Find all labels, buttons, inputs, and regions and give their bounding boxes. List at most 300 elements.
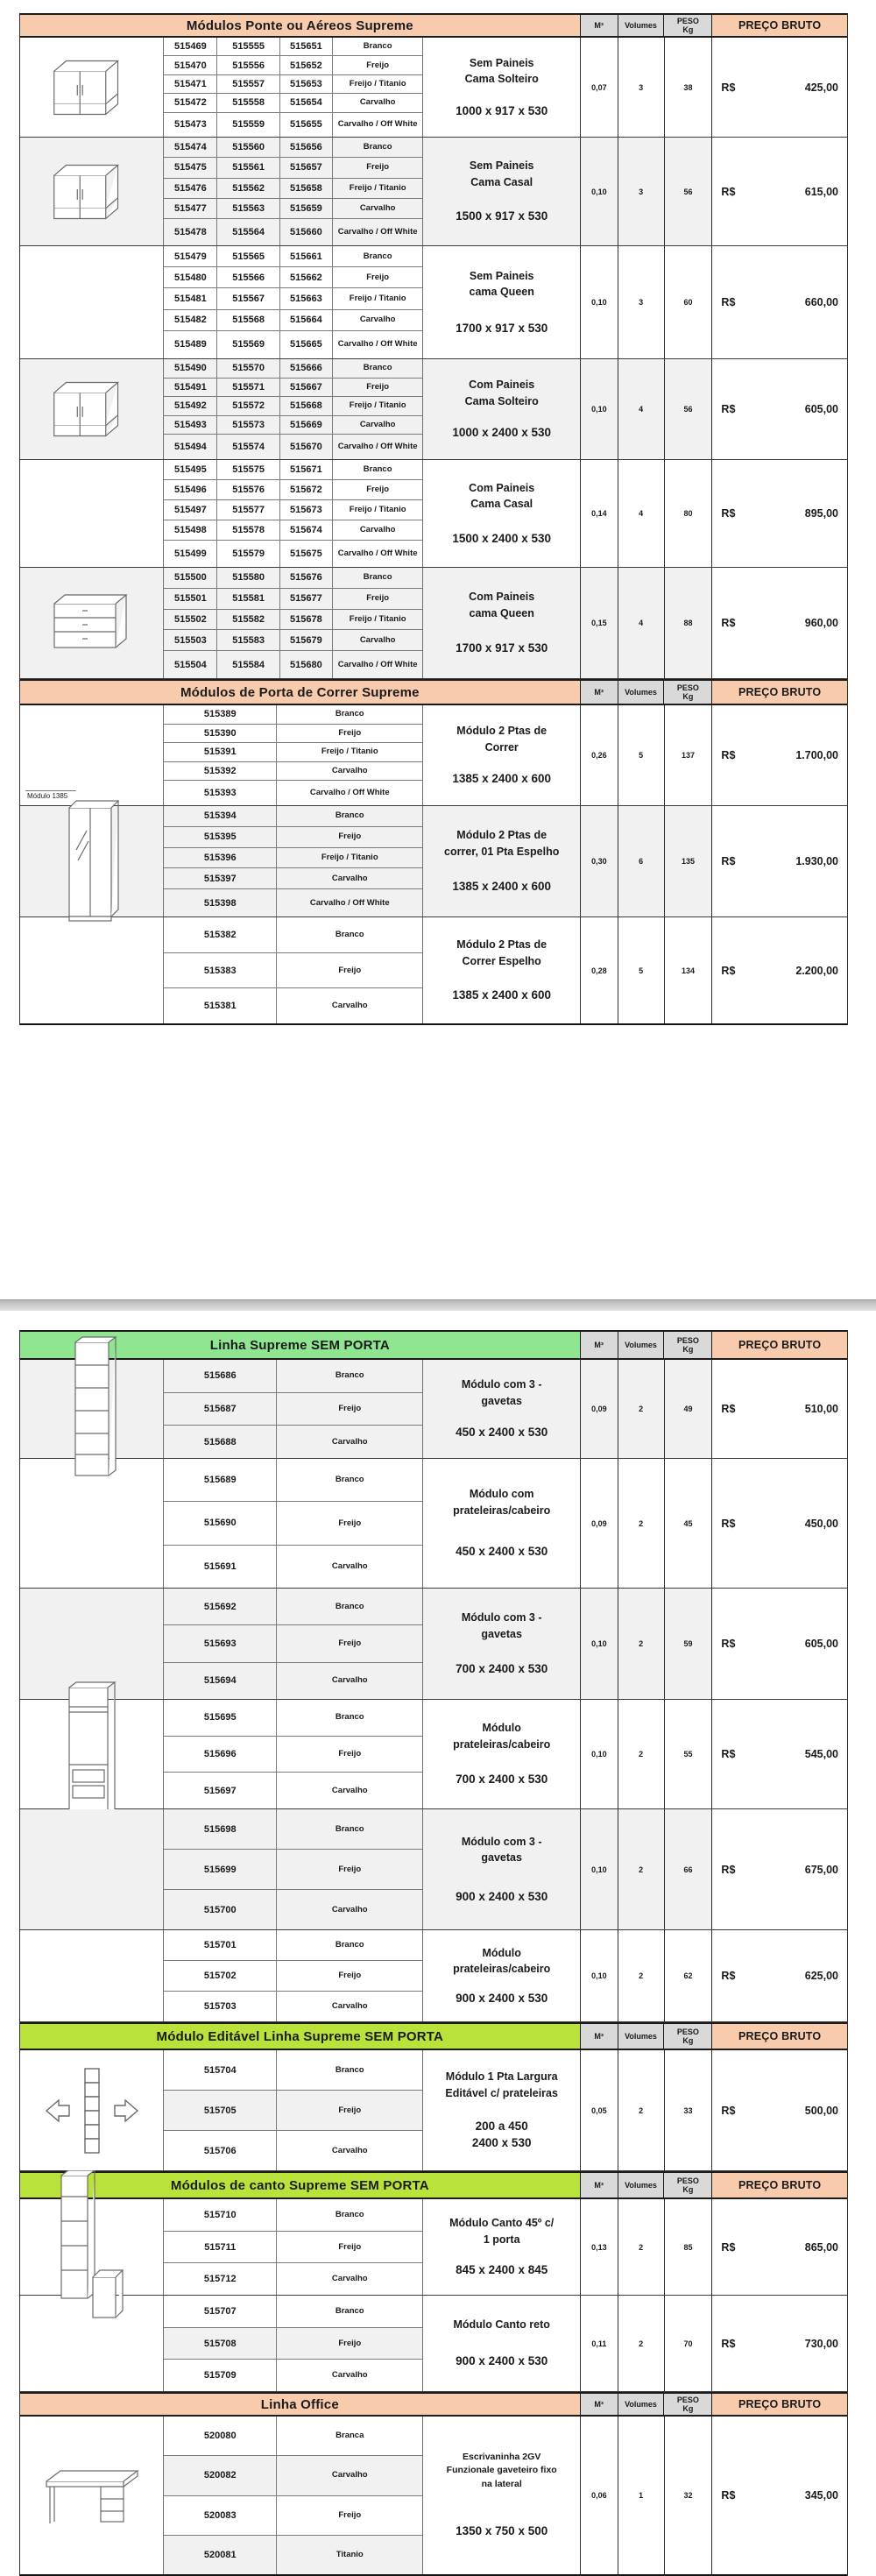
table-row <box>164 827 422 848</box>
peso-cell: 88 <box>664 568 712 678</box>
dimensions <box>456 2262 548 2279</box>
volumes-cell: 2 <box>618 1360 664 1458</box>
price-cell <box>711 2417 847 2574</box>
code-cell: 515564 <box>216 219 279 245</box>
currency-label: R$ <box>721 1748 736 1760</box>
code-cell: 515476 <box>164 179 216 198</box>
description-cell <box>422 806 579 916</box>
color-cell: Freijo / Titanio <box>332 179 423 198</box>
m3-cell: 0,30 <box>580 806 618 916</box>
price-cell <box>711 705 847 805</box>
code-cell: 515656 <box>279 138 332 157</box>
color-cell: Carvalho <box>276 1546 422 1588</box>
code-cell: 515573 <box>216 416 279 435</box>
description-line: 1 porta <box>483 2233 520 2246</box>
column-header-volumes: Volumes <box>618 2024 664 2049</box>
code-cell: 515688 <box>164 1426 276 1458</box>
table-row <box>164 1930 422 1961</box>
codes-block <box>163 806 422 916</box>
code-cell: 515568 <box>216 310 279 330</box>
code-cell: 515674 <box>279 520 332 540</box>
volumes-cell: 5 <box>618 917 664 1023</box>
description-cell <box>422 138 579 245</box>
description-lines <box>465 377 539 410</box>
description-lines <box>445 2069 558 2102</box>
price-value: 345,00 <box>804 2489 838 2502</box>
color-cell: Freijo <box>276 1502 422 1544</box>
volumes-cell: 4 <box>618 359 664 459</box>
code-cell: 520081 <box>164 2536 276 2574</box>
table-row <box>164 359 422 379</box>
code-cell: 515710 <box>203 2209 237 2220</box>
dimensions <box>456 640 548 657</box>
description-cell <box>422 917 579 1023</box>
table-row <box>164 2091 422 2131</box>
table-row <box>164 705 422 725</box>
volumes-cell: 2 <box>618 1809 664 1929</box>
column-header-m3: M³ <box>580 1332 618 1358</box>
color-cell: Carvalho <box>276 868 422 888</box>
description-line: Com Paineis <box>469 481 535 494</box>
code-cell: 515563 <box>216 199 279 218</box>
code-cell: 515398 <box>164 889 276 916</box>
color-cell: Carvalho / Off White <box>332 651 423 678</box>
code-cell: 515474 <box>164 138 216 157</box>
dimensions <box>456 1991 548 2007</box>
peso-cell: 45 <box>664 1459 712 1588</box>
peso-line2: Kg <box>682 2404 694 2413</box>
code-cell: 515574 <box>216 435 279 459</box>
code-cell: 515381 <box>203 1001 237 1012</box>
price-table <box>19 1330 848 2576</box>
dimensions <box>456 1544 548 1560</box>
code-cell: 515664 <box>279 310 332 330</box>
table-row <box>164 435 422 459</box>
description-lines <box>447 2451 557 2491</box>
code-cell: 515658 <box>279 179 332 198</box>
code-cell: 515562 <box>216 179 279 198</box>
peso-cell: 70 <box>664 2296 712 2391</box>
dimension-line: 1385 x 2400 x 600 <box>452 987 551 1001</box>
section-title: Módulos Ponte ou Aéreos Supreme <box>20 15 580 36</box>
color-cell: Carvalho / Off White <box>276 781 422 805</box>
peso-cell: 33 <box>664 2050 712 2170</box>
code-cell: 515473 <box>174 119 207 131</box>
description-lines <box>469 480 534 513</box>
color-cell: Carvalho / Off White <box>276 889 422 916</box>
code-cell: 515490 <box>164 359 216 378</box>
description-line: Módulo com 3 - <box>461 1378 542 1391</box>
dimensions <box>456 1661 548 1678</box>
table-row <box>164 1850 422 1890</box>
dimensions <box>452 879 551 895</box>
code-cell: 515697 <box>203 1785 237 1796</box>
color-cell: Carvalho <box>276 762 422 781</box>
code-cell: 515582 <box>216 610 279 630</box>
description-line: Com Paineis <box>469 590 535 603</box>
code-cell: 515469 <box>174 41 207 53</box>
code-cell: 515581 <box>216 589 279 609</box>
price-value: 605,00 <box>804 403 838 415</box>
code-cell: 515561 <box>216 158 279 177</box>
furniture-sketch-tallwd-icon <box>57 1681 127 1828</box>
table-row <box>164 179 422 199</box>
product-group <box>20 2050 847 2171</box>
color-cell: Branco <box>276 917 422 952</box>
color-cell: Freijo <box>332 158 423 177</box>
dimension-line: 2400 x 530 <box>471 2135 532 2149</box>
description-lines <box>453 1720 550 1753</box>
dimension-line: 1500 x 917 x 530 <box>456 209 548 223</box>
section-title: Linha Supreme SEM PORTA <box>20 1332 580 1358</box>
code-cell: 515702 <box>203 1971 237 1981</box>
color-cell: Freijo / Titanio <box>276 848 422 868</box>
description-lines <box>469 589 534 622</box>
code-cell: 515491 <box>164 379 216 397</box>
table-row <box>164 1809 422 1850</box>
color-cell: Branco <box>276 2050 422 2090</box>
color-cell: Freijo <box>276 2328 422 2360</box>
code-cell: 515489 <box>174 339 207 350</box>
description-lines <box>456 723 547 756</box>
currency-label: R$ <box>721 1970 736 1982</box>
code-cell: 515680 <box>279 651 332 678</box>
code-cell: 515668 <box>279 397 332 415</box>
price-cell <box>711 1459 847 1588</box>
color-cell: Branco <box>332 568 423 588</box>
table-row <box>164 288 422 309</box>
color-cell: Carvalho <box>276 1426 422 1458</box>
color-cell: Freijo <box>276 1850 422 1889</box>
description-line: Módulo com <box>469 1487 534 1500</box>
table-row <box>164 781 422 805</box>
code-cell: 515502 <box>164 610 216 630</box>
price-cell <box>711 568 847 678</box>
code-cell: 515704 <box>203 2064 237 2076</box>
m3-cell: 0,11 <box>580 2296 618 2391</box>
dimensions <box>456 321 548 337</box>
codes-block <box>163 2296 422 2391</box>
volumes-cell: 5 <box>618 705 664 805</box>
code-cell: 515393 <box>203 788 237 799</box>
product-group <box>20 38 847 138</box>
price-table <box>19 13 848 1025</box>
code-cell: 515675 <box>279 541 332 567</box>
description-line: Módulo Canto reto <box>453 2318 550 2332</box>
table-row <box>164 1360 422 1393</box>
peso-cell: 55 <box>664 1700 712 1808</box>
furniture-sketch-editarr-icon <box>39 2065 145 2156</box>
color-cell: Branco <box>276 705 422 724</box>
dimensions <box>456 103 548 120</box>
description-line: correr, 01 Pta Espelho <box>444 845 560 858</box>
color-cell: Freijo <box>276 1625 422 1661</box>
code-cell: 515661 <box>279 246 332 266</box>
code-cell: 515578 <box>216 520 279 540</box>
column-header-m3: M³ <box>580 2173 618 2197</box>
description-lines <box>453 1945 550 1978</box>
color-cell: Branco <box>332 246 423 266</box>
table-row <box>164 762 422 782</box>
table-row <box>164 610 422 631</box>
code-cell: 515583 <box>216 630 279 650</box>
product-group <box>20 568 847 679</box>
color-cell: Freijo <box>332 480 423 499</box>
description-line: na lateral <box>481 2478 522 2489</box>
description-lines <box>456 937 547 970</box>
price-value: 625,00 <box>804 1970 838 1982</box>
code-cell: 520083 <box>203 2509 237 2521</box>
description-line: Módulo com 3 - <box>461 1835 542 1848</box>
table-row <box>164 1426 422 1458</box>
code-cell: 515657 <box>279 158 332 177</box>
description-line: gavetas <box>481 1851 522 1865</box>
code-cell: 515556 <box>216 56 279 74</box>
dimension-line: 1700 x 917 x 530 <box>456 641 548 655</box>
currency-label: R$ <box>721 2489 736 2502</box>
price-cell <box>711 1360 847 1458</box>
color-cell: Freijo <box>332 56 423 74</box>
description-cell <box>422 1700 579 1808</box>
dimension-line: 1385 x 2400 x 600 <box>452 880 551 894</box>
column-header-preco: PREÇO BRUTO <box>711 2394 847 2415</box>
table-row <box>164 267 422 288</box>
peso-line2: Kg <box>682 692 694 701</box>
description-line: gavetas <box>481 1627 522 1640</box>
currency-label: R$ <box>721 1403 736 1415</box>
color-cell: Branco <box>276 1360 422 1392</box>
code-cell: 515677 <box>279 589 332 609</box>
column-header-volumes: Volumes <box>618 2173 664 2197</box>
furniture-sketch-aereo-icon <box>40 50 144 125</box>
description-line: Módulo 2 Ptas de <box>456 938 548 952</box>
price-cell <box>711 2050 847 2170</box>
table-row <box>164 113 422 138</box>
table-row <box>164 1459 422 1502</box>
furniture-image-cell <box>20 2199 163 2295</box>
code-cell: 515669 <box>279 416 332 435</box>
table-row <box>164 158 422 178</box>
description-cell <box>422 2417 579 2574</box>
code-cell: 515696 <box>203 1749 237 1759</box>
description-lines <box>462 1376 542 1410</box>
furniture-sketch-desk-icon <box>39 2457 145 2534</box>
description-cell <box>422 2199 579 2295</box>
section-header <box>20 2022 847 2050</box>
description-cell <box>422 1459 579 1588</box>
peso-cell: 62 <box>664 1930 712 2021</box>
column-header-peso <box>663 2024 711 2049</box>
volumes-cell: 2 <box>618 2296 664 2391</box>
code-cell: 515504 <box>164 651 216 678</box>
furniture-image-cell <box>20 1700 163 1808</box>
color-cell: Branco <box>332 460 423 479</box>
m3-cell: 0,14 <box>580 460 618 567</box>
codes-block <box>163 138 422 245</box>
description-line: Cama Casal <box>470 175 533 188</box>
color-cell: Freijo <box>276 953 422 988</box>
code-cell: 515501 <box>164 589 216 609</box>
product-group <box>20 2296 847 2392</box>
furniture-image-cell <box>20 2296 163 2391</box>
description-line: Módulo <box>482 1722 521 1735</box>
color-cell: Branco <box>276 2296 422 2327</box>
code-cell: 515477 <box>164 199 216 218</box>
peso-cell: 32 <box>664 2417 712 2574</box>
section-header <box>20 2392 847 2417</box>
color-cell: Carvalho / Off White <box>332 435 423 459</box>
currency-label: R$ <box>721 403 736 415</box>
volumes-cell: 2 <box>618 1589 664 1699</box>
price-value: 865,00 <box>804 2240 838 2254</box>
code-cell: 515711 <box>204 2241 237 2253</box>
furniture-image-cell <box>20 917 163 1023</box>
code-cell: 515475 <box>164 158 216 177</box>
table-row <box>164 1663 422 1699</box>
product-group <box>20 460 847 568</box>
code-cell: 515569 <box>216 331 279 358</box>
m3-cell: 0,10 <box>580 246 618 358</box>
code-cell: 515571 <box>216 379 279 397</box>
code-cell: 515706 <box>203 2145 237 2156</box>
code-cell: 515559 <box>216 113 279 138</box>
codes-block <box>163 1589 422 1699</box>
table-row <box>164 2536 422 2574</box>
code-cell: 515482 <box>174 315 207 326</box>
table-row <box>164 568 422 589</box>
m3-cell: 0,07 <box>580 38 618 137</box>
code-cell: 515694 <box>164 1663 276 1699</box>
code-cell: 515479 <box>174 251 207 262</box>
table-row <box>164 917 422 953</box>
code-cell: 515572 <box>216 397 279 415</box>
column-header-preco: PREÇO BRUTO <box>711 1332 847 1358</box>
code-cell: 515651 <box>279 38 332 55</box>
dimension-line: 1350 x 750 x 500 <box>456 2523 548 2537</box>
codes-block <box>163 2050 422 2170</box>
furniture-image-cell <box>20 246 163 358</box>
color-cell: Carvalho <box>332 310 423 330</box>
price-cell <box>711 806 847 916</box>
dimension-line: 900 x 2400 x 530 <box>456 1889 548 1903</box>
product-group <box>20 705 847 806</box>
description-line: Sem Paineis <box>469 269 534 282</box>
product-group <box>20 2199 847 2296</box>
dimensions <box>456 209 548 225</box>
description-cell <box>422 705 579 805</box>
dimensions <box>452 425 551 442</box>
m3-cell: 0,28 <box>580 917 618 1023</box>
code-cell: 515666 <box>279 359 332 378</box>
dimensions <box>456 1425 548 1441</box>
code-cell: 515493 <box>164 416 216 435</box>
codes-block <box>163 705 422 805</box>
table-row <box>164 199 422 219</box>
price-cell <box>711 1700 847 1808</box>
furniture-image-cell <box>20 1360 163 1458</box>
table-row <box>164 460 422 480</box>
code-cell: 515575 <box>216 460 279 479</box>
color-cell: Branca <box>276 2417 422 2455</box>
code-cell: 515686 <box>164 1360 276 1392</box>
code-cell: 515555 <box>216 38 279 55</box>
furniture-sketch-dresser-icon <box>44 588 140 658</box>
code-cell: 515662 <box>279 267 332 287</box>
column-header-m3: M³ <box>580 15 618 36</box>
description-line: prateleiras/cabeiro <box>453 1963 551 1976</box>
code-cell: 515391 <box>203 747 237 758</box>
table-row <box>164 331 422 358</box>
codes-block <box>163 38 422 137</box>
table-row <box>164 868 422 889</box>
code-cell: 515472 <box>174 97 207 109</box>
furniture-caption: Módulo 1385 <box>25 790 76 800</box>
table-row <box>164 630 422 651</box>
color-cell: Freijo / Titanio <box>332 610 423 630</box>
product-group <box>20 917 847 1025</box>
description-cell <box>422 568 579 678</box>
table-row <box>164 1773 422 1808</box>
m3-cell: 0,10 <box>580 1809 618 1929</box>
table-row <box>164 1393 422 1426</box>
table-row <box>164 1700 422 1737</box>
code-cell: 520080 <box>203 2431 237 2442</box>
dimensions <box>472 2119 532 2152</box>
color-cell: Carvalho / Off White <box>332 331 423 358</box>
color-cell: Branco <box>276 1700 422 1736</box>
description-cell <box>422 38 579 137</box>
code-cell: 515567 <box>216 288 279 308</box>
column-header-preco: PREÇO BRUTO <box>711 681 847 704</box>
color-cell: Freijo <box>276 827 422 847</box>
description-line: Sem Paineis <box>469 159 534 172</box>
section-title: Linha Office <box>20 2394 580 2415</box>
code-cell: 515709 <box>203 2370 237 2381</box>
peso-line2: Kg <box>682 2036 694 2045</box>
color-cell: Carvalho <box>276 2131 422 2170</box>
peso-line1: PESO <box>676 16 699 25</box>
table-row <box>164 651 422 678</box>
color-cell: Freijo <box>276 1961 422 1991</box>
furniture-image-cell <box>20 2050 163 2170</box>
price-value: 675,00 <box>804 1863 838 1876</box>
table-row <box>164 2417 422 2456</box>
table-row <box>164 589 422 610</box>
description-cell <box>422 1930 579 2021</box>
code-cell: 515480 <box>174 272 207 283</box>
code-cell: 515692 <box>164 1589 276 1624</box>
table-row <box>164 2232 422 2264</box>
table-row <box>164 889 422 916</box>
code-cell: 515663 <box>279 288 332 308</box>
peso-cell: 137 <box>664 705 712 805</box>
price-cell <box>711 359 847 459</box>
description-lines <box>449 2215 554 2248</box>
section-header <box>20 2171 847 2199</box>
volumes-cell: 2 <box>618 2050 664 2170</box>
dimension-line: 900 x 2400 x 530 <box>456 2353 548 2367</box>
color-cell: Carvalho / Off White <box>332 541 423 567</box>
description-line: Escrivaninha 2GV <box>463 2452 541 2463</box>
table-row <box>164 1737 422 1773</box>
currency-label: R$ <box>721 617 736 629</box>
currency-label: R$ <box>721 81 736 94</box>
column-header-peso <box>663 2173 711 2197</box>
table-row <box>164 246 422 267</box>
m3-cell: 0,10 <box>580 1700 618 1808</box>
description-lines <box>462 1834 542 1867</box>
peso-cell: 49 <box>664 1360 712 1458</box>
